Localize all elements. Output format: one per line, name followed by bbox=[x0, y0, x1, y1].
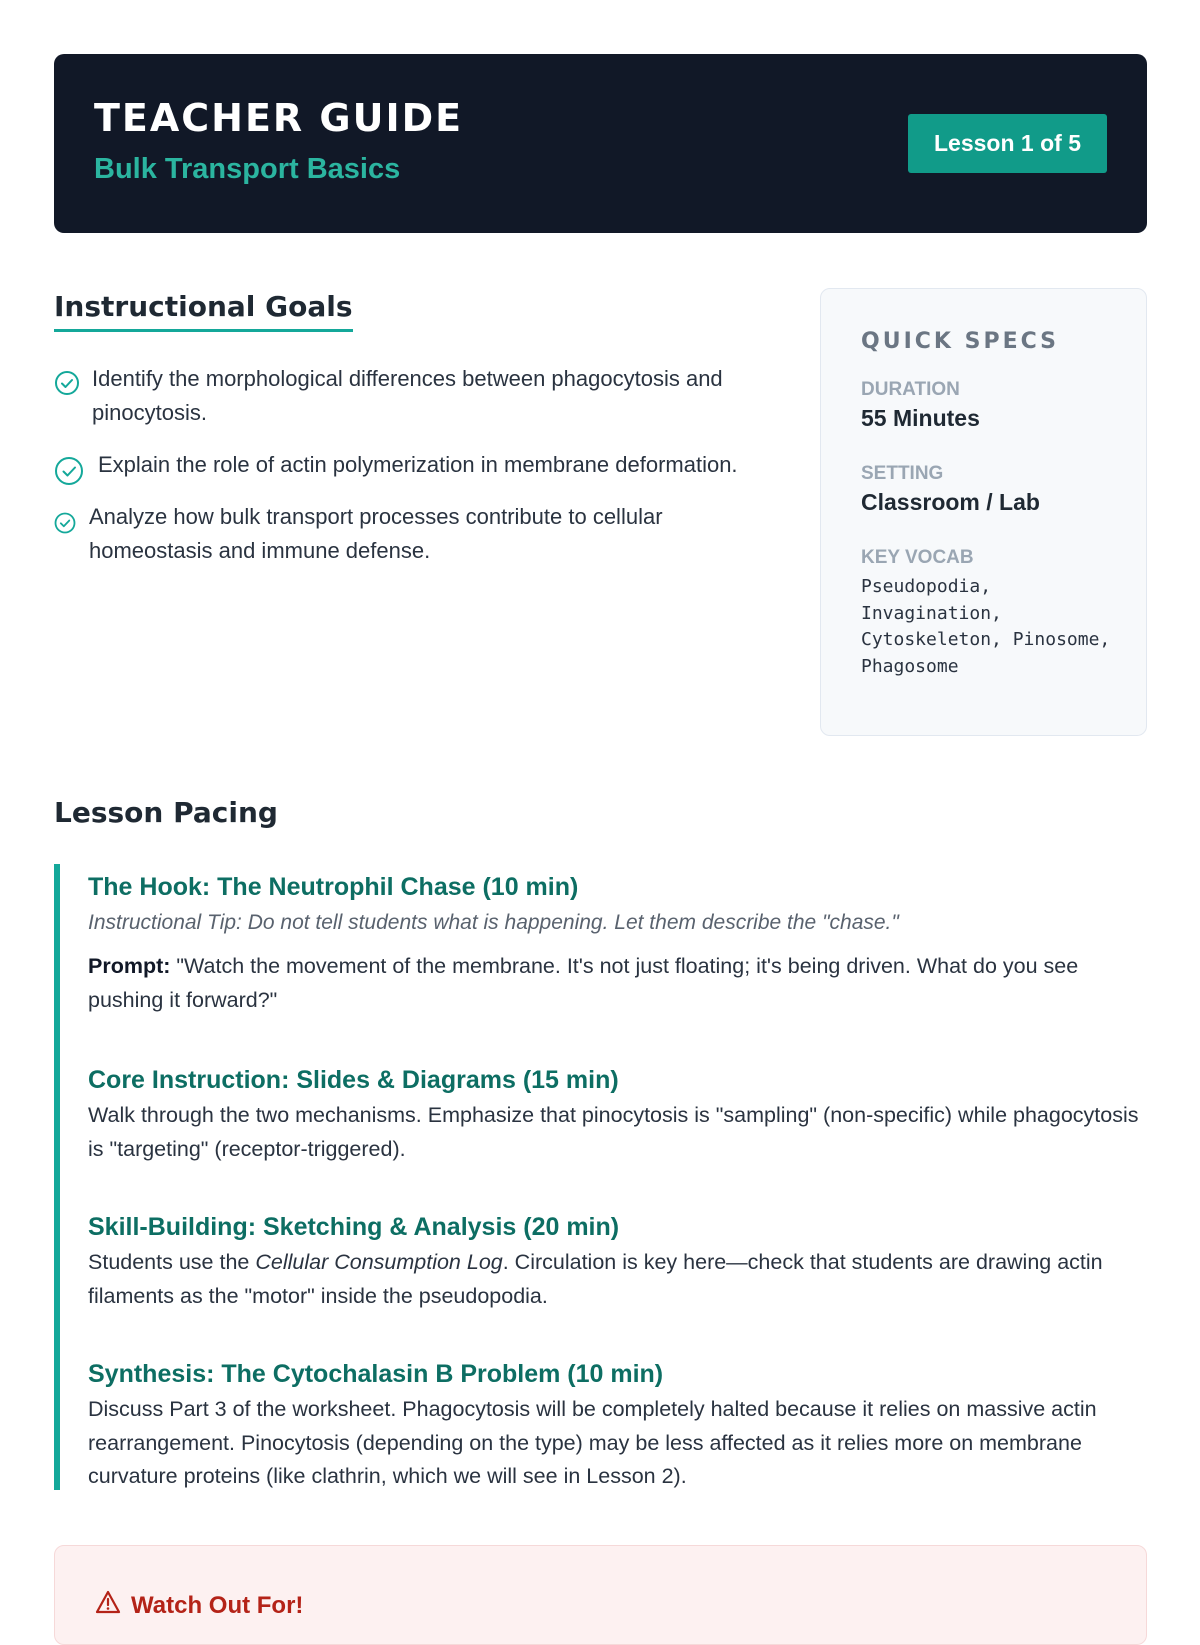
step-title: Core Instruction: Slides & Diagrams (15 min) bbox=[88, 1066, 619, 1094]
watch-out-title: Watch Out For! bbox=[131, 1591, 304, 1619]
step-body: Discuss Part 3 of the worksheet. Phagocytosis will be completely halted because it relies on massive actin rearrangement. Pinocytosis (depending on the type) may be less affected as it relies more on membrane curvature proteins (like clathrin, which we will see in Lesson 2). bbox=[88, 1397, 1097, 1488]
worksheet-title: Cellular Consumption Log bbox=[255, 1250, 503, 1274]
watch-out-box bbox=[54, 1545, 1147, 1645]
pacing-step bbox=[88, 1210, 1147, 1313]
check-circle-icon bbox=[54, 370, 80, 406]
goals-list bbox=[54, 362, 754, 586]
goal-item bbox=[54, 448, 754, 482]
lesson-pacing-timeline bbox=[54, 864, 1147, 1490]
pacing-step bbox=[88, 870, 1147, 1017]
setting-value: Classroom / Lab bbox=[861, 489, 1040, 515]
guide-header bbox=[54, 54, 1147, 233]
goal-item bbox=[54, 362, 754, 430]
step-body bbox=[88, 950, 1147, 1017]
duration-label: DURATION bbox=[861, 379, 960, 400]
step-title: Skill-Building: Sketching & Analysis (20 min) bbox=[88, 1213, 620, 1241]
step-title: The Hook: The Neutrophil Chase (10 min) bbox=[88, 873, 579, 901]
pacing-heading: Lesson Pacing bbox=[54, 796, 278, 829]
quick-specs-card bbox=[820, 288, 1147, 736]
watch-out-title-row bbox=[95, 1590, 303, 1621]
check-circle-icon bbox=[54, 510, 76, 544]
goal-text: Analyze how bulk transport processes contribute to cellular homeostasis and immune defense. bbox=[89, 504, 663, 563]
lesson-badge: Lesson 1 of 5 bbox=[908, 114, 1107, 173]
goal-item bbox=[54, 500, 754, 568]
prompt-text: "Watch the movement of the membrane. It's not just floating; it's being driven. What do you see pushing it forward?" bbox=[88, 954, 1079, 1012]
step-body bbox=[88, 1246, 1147, 1313]
duration-value: 55 Minutes bbox=[861, 405, 980, 431]
warning-icon bbox=[95, 1590, 121, 1621]
goal-text: Identify the morphological differences between phagocytosis and pinocytosis. bbox=[92, 366, 723, 425]
vocab-value: Pseudopodia, Invagination, Cytoskeleton, Pinosome, Phagosome bbox=[861, 576, 1111, 677]
goals-heading: Instructional Goals bbox=[54, 290, 353, 332]
setting-label: SETTING bbox=[861, 463, 944, 484]
body-pre: Students use the bbox=[88, 1250, 256, 1274]
goal-text: Explain the role of actin polymerization in membrane deformation. bbox=[98, 452, 738, 477]
page-title: TEACHER GUIDE bbox=[94, 96, 464, 140]
step-title: Synthesis: The Cytochalasin B Problem (10 min) bbox=[88, 1360, 664, 1388]
body-post: . Circulation is key here—check that students are drawing actin filaments as the "motor" inside the pseudopodia. bbox=[88, 1250, 1103, 1308]
vocab-label: KEY VOCAB bbox=[861, 547, 974, 568]
quick-specs-title: QUICK SPECS bbox=[861, 329, 1059, 354]
page-subtitle: Bulk Transport Basics bbox=[94, 153, 401, 185]
pacing-step bbox=[88, 1357, 1147, 1494]
pacing-step bbox=[88, 1063, 1147, 1166]
step-body: Walk through the two mechanisms. Emphasize that pinocytosis is "sampling" (non-specific) while phagocytosis is "targeting" (receptor-triggered). bbox=[88, 1103, 1139, 1161]
step-tip: Instructional Tip: Do not tell students what is happening. Let them describe the "chase." bbox=[88, 911, 899, 934]
prompt-label: Prompt: bbox=[88, 954, 171, 978]
check-circle-icon bbox=[54, 456, 84, 496]
